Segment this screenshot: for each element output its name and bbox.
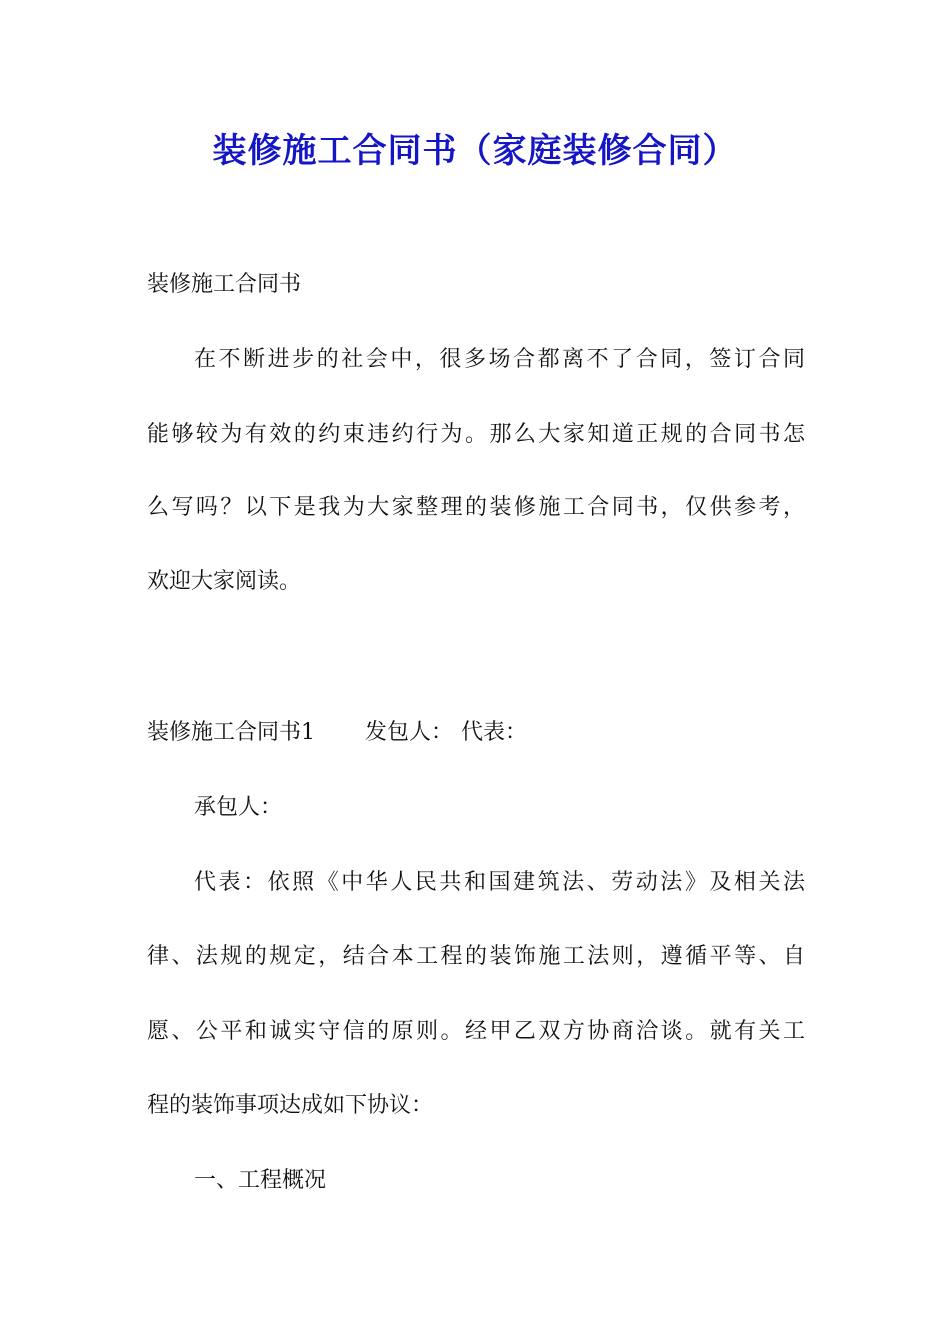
- intro-line-4: 欢迎大家阅读。: [147, 569, 302, 594]
- contract-heading-line: [147, 718, 527, 748]
- subtitle: 装修施工合同书: [147, 272, 302, 297]
- contractor-label: 承包人：: [194, 795, 283, 820]
- intro-line-2: 能够较为有效的约束违约行为。那么大家知道正规的合同书怎: [147, 422, 805, 447]
- clause-line-3: 愿、公平和诚实守信的原则。经甲乙双方协商洽谈。就有关工: [147, 1019, 805, 1044]
- employer-rep-label: 代表：: [461, 720, 528, 745]
- employer-label: 发包人：: [365, 720, 454, 745]
- contract-heading: 装修施工合同书1: [147, 720, 315, 745]
- clause-line-1: 代表：依照《中华人民共和国建筑法、劳动法》及相关法: [194, 870, 805, 895]
- intro-line-1: 在不断进步的社会中，很多场合都离不了合同，签订合同: [194, 347, 805, 372]
- document-title: 装修施工合同书（家庭装修合同）: [212, 131, 738, 171]
- clause-line-2: 律、法规的规定，结合本工程的装饰施工法则，遵循平等、自: [147, 944, 805, 969]
- intro-line-3: 么写吗？以下是我为大家整理的装修施工合同书，仅供参考，: [147, 495, 805, 520]
- section-heading-1: 一、工程概况: [194, 1168, 327, 1193]
- clause-line-4: 程的装饰事项达成如下协议：: [147, 1093, 434, 1118]
